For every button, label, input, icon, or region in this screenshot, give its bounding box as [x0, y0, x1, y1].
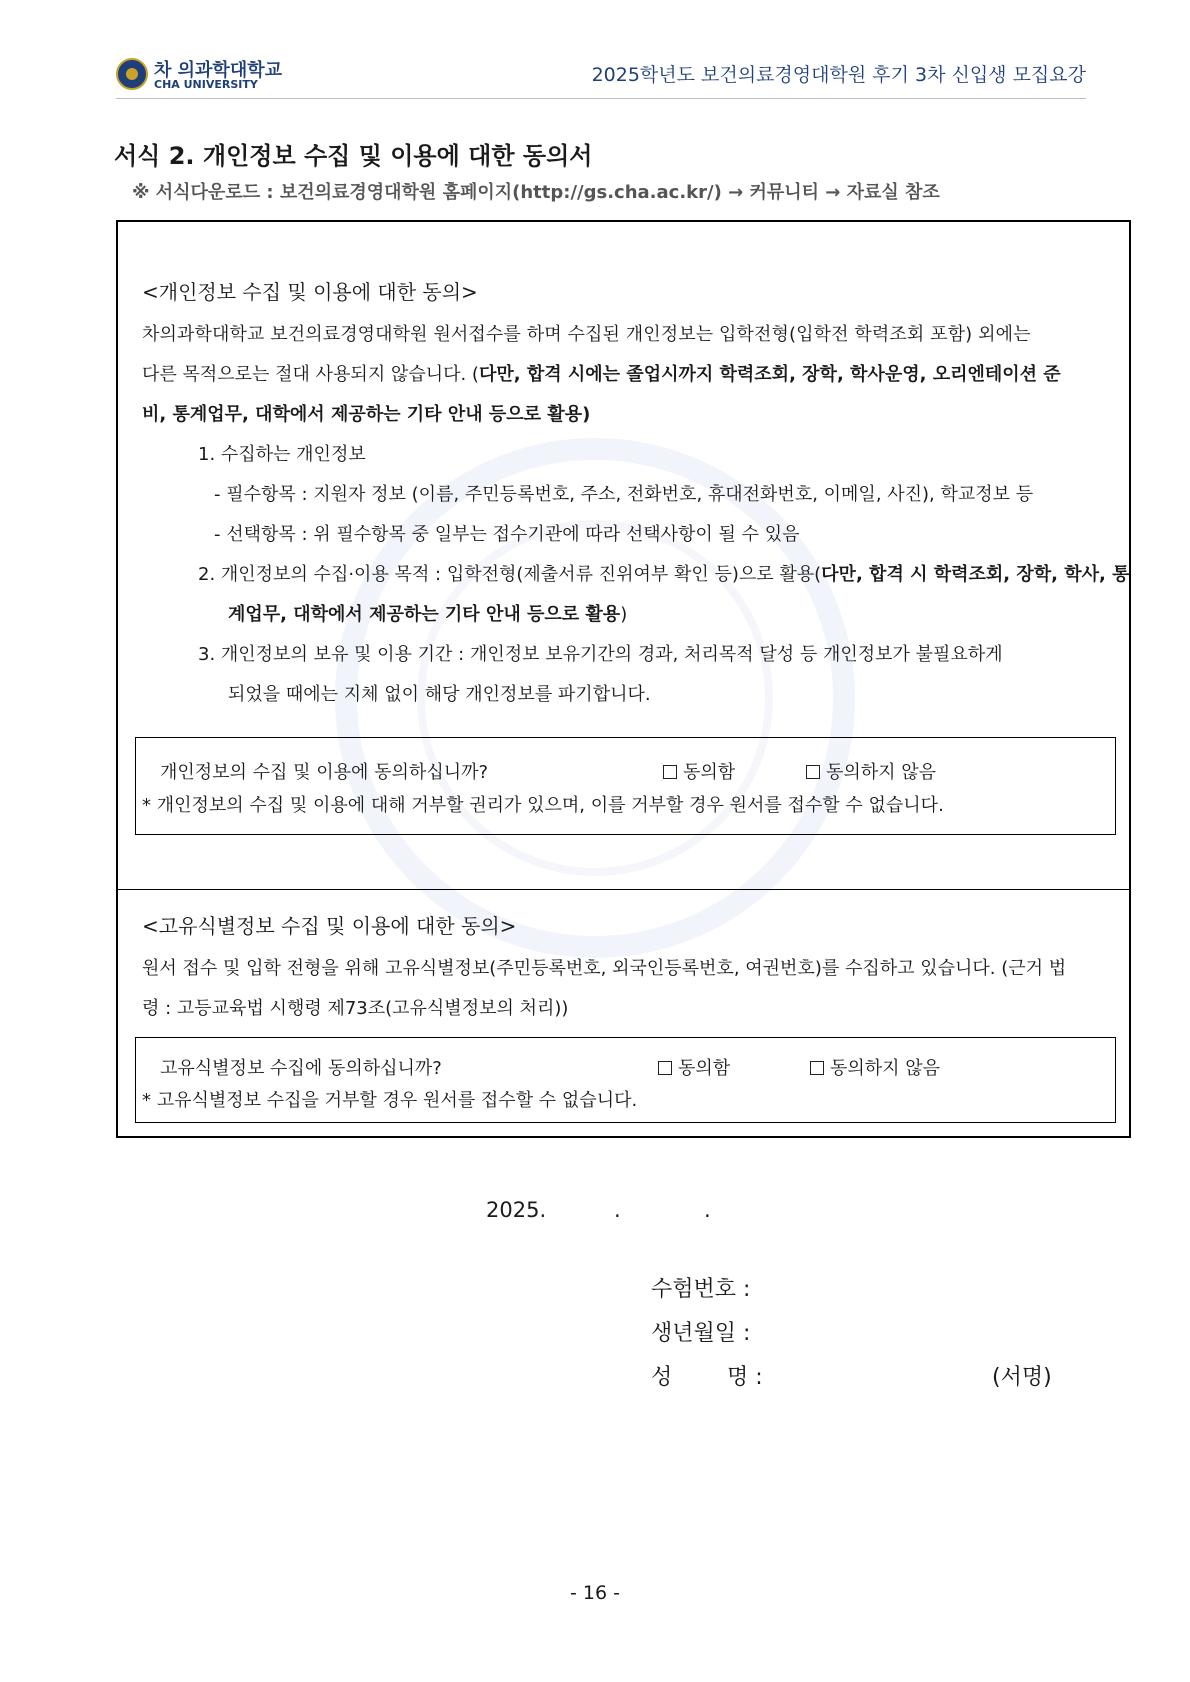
section2-disagree-option[interactable]: 동의하지 않음 [810, 1054, 940, 1080]
name-label-second: 명 : [727, 1365, 763, 1390]
section2-note: * 고유식별정보 수집을 거부할 경우 원서를 접수할 수 없습니다. [142, 1090, 638, 1111]
birth-date-label: 생년월일 : [651, 1321, 751, 1346]
section2-question: 고유식별정보 수집에 동의하십니까? [160, 1058, 442, 1079]
section2-agree-option[interactable]: 동의함 [658, 1054, 730, 1080]
form-title: 서식 2. 개인정보 수집 및 이용에 대한 동의서 [114, 142, 593, 170]
item3-line2: 되었을 때에는 지체 없이 해당 개인정보를 파기합니다. [228, 684, 651, 705]
section1-agree-option[interactable]: 동의함 [663, 758, 735, 784]
item1-required: - 필수항목 : 지원자 정보 (이름, 주민등록번호, 주소, 전화번호, 휴대전화번호, 이메일, 사진), 학교정보 등 [214, 484, 1034, 505]
date-year: 2025. [486, 1198, 547, 1222]
section1-intro-line2: 다른 목적으로는 절대 사용되지 않습니다. (다만, 합격 시에는 졸업시까지 학력조회, 장학, 학사운영, 오리엔테이션 준 [142, 364, 1061, 385]
agree-checkbox[interactable] [663, 765, 677, 779]
section1-intro-line3: 비, 통계업무, 대학에서 제공하는 기타 안내 등으로 활용) [142, 404, 591, 425]
signature-mark: (서명) [992, 1365, 1052, 1390]
name-label-first: 성 [651, 1365, 673, 1390]
section-divider [118, 889, 1129, 890]
section1-intro-line1: 차의과학대학교 보건의료경영대학원 원서접수를 하며 수집된 개인정보는 입학전형(입학전 학력조회 포함) 외에는 [142, 324, 1031, 345]
agree-checkbox[interactable] [658, 1061, 672, 1075]
item2-line1: 2. 개인정보의 수집·이용 목적 : 입학전형(제출서류 진위여부 확인 등)으로 활용(다만, 합격 시 학력조회, 장학, 학사, 통 [198, 564, 1130, 585]
disagree-checkbox[interactable] [810, 1061, 824, 1075]
section2-consent-box [135, 1037, 1116, 1123]
section1-consent-box [135, 737, 1116, 835]
disagree-checkbox[interactable] [806, 765, 820, 779]
section1-note: * 개인정보의 수집 및 이용에 대해 거부할 권리가 있으며, 이를 거부할 경우 원서를 접수할 수 없습니다. [142, 795, 944, 816]
date-dot-day: . [704, 1198, 711, 1222]
section2-body-line1: 원서 접수 및 입학 전형을 위해 고유식별정보(주민등록번호, 외국인등록번호, 여권번호)를 수집하고 있습니다. (근거 법 [142, 958, 1067, 979]
emblem-icon [116, 58, 148, 90]
logo-english-name: CHA UNIVERSITY [154, 78, 258, 91]
date-dot-month: . [614, 1198, 621, 1222]
section1-question: 개인정보의 수집 및 이용에 동의하십니까? [160, 762, 489, 783]
item1-title: 1. 수집하는 개인정보 [198, 444, 366, 465]
item1-optional: - 선택항목 : 위 필수항목 중 일부는 접수기관에 따라 선택사항이 될 수 있음 [214, 524, 800, 545]
section1-disagree-option[interactable]: 동의하지 않음 [806, 758, 936, 784]
item3-line1: 3. 개인정보의 보유 및 이용 기간 : 개인정보 보유기간의 경과, 처리목적 달성 등 개인정보가 불필요하게 [198, 644, 1003, 665]
header-title: 2025학년도 보건의료경영대학원 후기 3차 신입생 모집요강 [591, 64, 1086, 86]
download-note: ※ 서식다운로드 : 보건의료경영대학원 홈페이지(http://gs.cha.ac.kr/) → 커뮤니티 → 자료실 참조 [132, 182, 940, 203]
item2-line2: 계업무, 대학에서 제공하는 기타 안내 등으로 활용) [228, 604, 628, 625]
section2-heading: <고유식별정보 수집 및 이용에 대한 동의> [142, 914, 517, 938]
exam-number-label: 수험번호 : [651, 1277, 751, 1302]
logo-korean-name: 차 의과학대학교 [154, 60, 282, 81]
consent-form-box [116, 220, 1131, 1138]
section2-body-line2: 령 : 고등교육법 시행령 제73조(고유식별정보의 처리)) [142, 998, 569, 1019]
page-number: - 16 - [570, 1582, 620, 1604]
page-header [116, 56, 1086, 99]
section1-heading: <개인정보 수집 및 이용에 대한 동의> [142, 280, 478, 304]
